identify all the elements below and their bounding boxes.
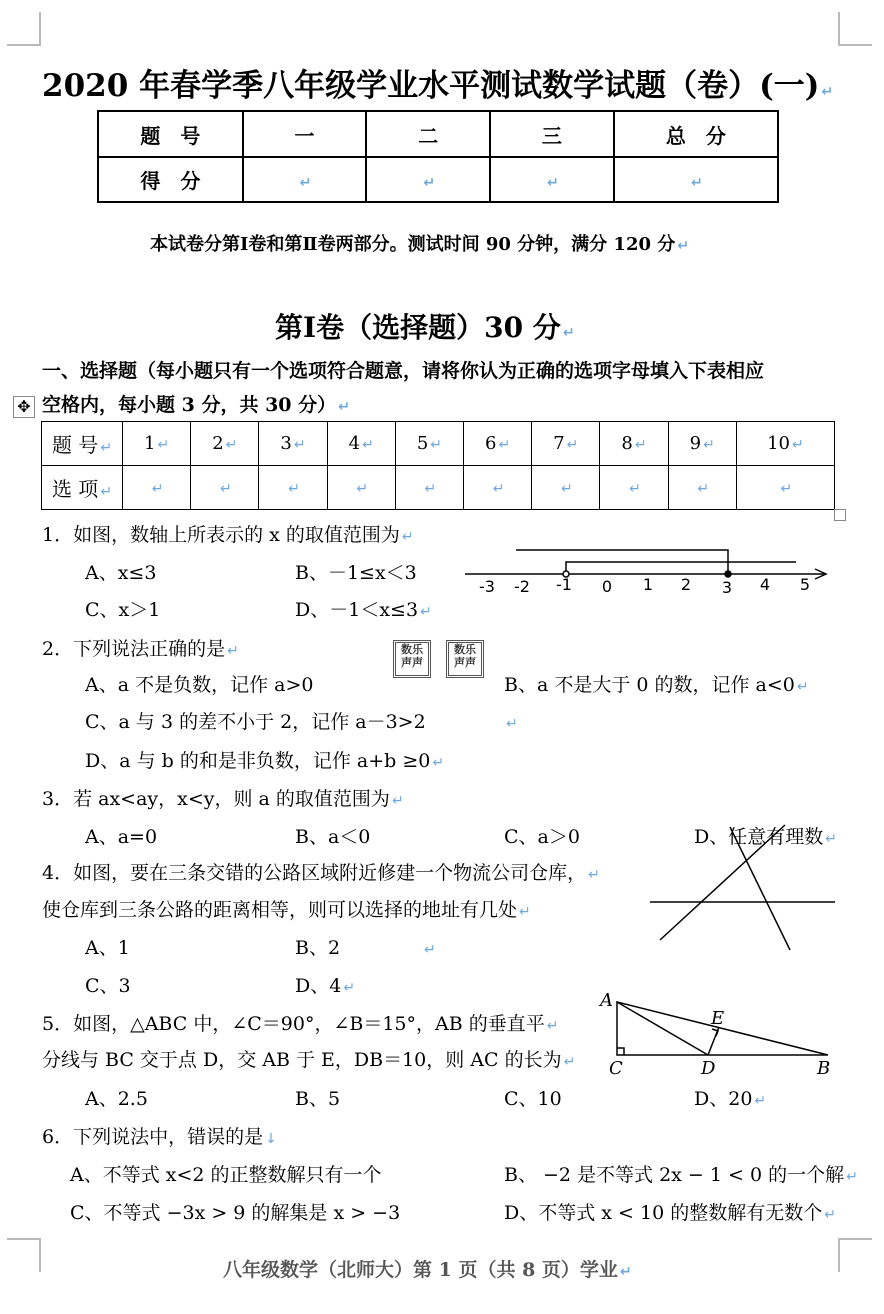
- answer-row-label: 选 项 ↵: [42, 466, 123, 510]
- tick-label: 1: [642, 575, 654, 594]
- right-angle-c-icon: [617, 1048, 624, 1055]
- question-number: 7 ↵: [532, 422, 600, 466]
- stamp-icon: 数乐声声: [393, 640, 431, 678]
- score-input-cell[interactable]: ↵: [490, 157, 614, 202]
- q2-blank-line: ↵: [506, 716, 518, 732]
- answer-row-label: 题 号 ↵: [42, 422, 123, 466]
- q1-option-a: A、x≤3: [85, 562, 157, 584]
- q6-option-b: B、 −2 是不等式 2x − 1 < 0 的一个解 ↵: [504, 1164, 858, 1186]
- question-3-stem: 3．若 ax<ay，x<y，则 a 的取值范围为 ↵: [42, 788, 404, 810]
- score-row-label: 得 分: [98, 157, 243, 202]
- tick-label: -3: [479, 577, 495, 596]
- corner-mark-top-left: [7, 12, 41, 46]
- q3-option-b: B、a＜0: [295, 826, 371, 848]
- score-header-cell: 题 号: [98, 111, 243, 157]
- right-angle-e-icon: [712, 1029, 718, 1036]
- q3-option-d: D、任意有理数 ↵: [694, 826, 837, 848]
- road-line: [660, 825, 785, 940]
- answer-cell[interactable]: ↵: [123, 466, 191, 510]
- question-6-stem: 6．下列说法中，错误的是 ↓: [42, 1126, 277, 1148]
- question-1-stem: 1．如图，数轴上所表示的 x 的取值范围为 ↵: [42, 524, 414, 546]
- point-label-a: A: [600, 990, 613, 1011]
- question-number: 4 ↵: [327, 422, 395, 466]
- q3-option-c: C、a＞0: [504, 826, 580, 848]
- tick-label: 4: [759, 575, 771, 594]
- answer-cell[interactable]: ↵: [395, 466, 463, 510]
- question-4-stem-line2: 使仓库到三条公路的距离相等，则可以选择的地址有几处 ↵: [42, 899, 531, 921]
- answer-cell[interactable]: ↵: [191, 466, 259, 510]
- answer-cell[interactable]: ↵: [259, 466, 327, 510]
- tick-label: 2: [680, 575, 692, 594]
- question-number: 5 ↵: [395, 422, 463, 466]
- q5-option-b: B、5: [295, 1088, 341, 1110]
- q1-option-d: D、－1＜x≤3 ↵: [295, 599, 432, 621]
- q6-option-d: D、不等式 x < 10 的整数解有无数个 ↵: [504, 1202, 836, 1224]
- question-2-stem: 2．下列说法正确的是 ↵: [42, 638, 239, 660]
- score-input-cell[interactable]: ↵: [614, 157, 778, 202]
- point-label-b: B: [817, 1058, 831, 1079]
- q5-option-a: A、2.5: [85, 1088, 148, 1110]
- tick-label: 3: [721, 578, 733, 597]
- corner-mark-bottom-left: [7, 1238, 41, 1272]
- stamp-icon: 数乐声声: [446, 640, 484, 678]
- tick-label: 0: [601, 577, 613, 596]
- point-label-e: E: [711, 1008, 725, 1029]
- tick-label: 5: [799, 575, 811, 594]
- score-header-cell: 三: [490, 111, 614, 157]
- q4-roads-figure: [645, 815, 840, 955]
- answer-cell[interactable]: ↵: [736, 466, 834, 510]
- q4-option-a: A、1: [85, 937, 130, 959]
- question-5-stem-line2: 分线与 BC 交于点 D，交 AB 于 E，DB＝10，则 AC 的长为 ↵: [42, 1049, 576, 1071]
- q4-option-c: C、3: [85, 975, 131, 997]
- range-bracket-lower: [566, 562, 796, 574]
- q1-option-c: C、x＞1: [85, 599, 161, 621]
- score-header-cell: 一: [243, 111, 367, 157]
- answer-cell[interactable]: ↵: [668, 466, 736, 510]
- answer-cell[interactable]: ↵: [600, 466, 668, 510]
- q1-option-b: B、－1≤x＜3: [295, 562, 417, 584]
- q2-option-a: A、a 不是负数，记作 a>0: [85, 674, 314, 696]
- score-input-cell[interactable]: ↵: [243, 157, 367, 202]
- question-number: 6 ↵: [464, 422, 532, 466]
- corner-mark-top-right: [838, 12, 872, 46]
- question-4-stem-line1: 4．如图，要在三条交错的公路区域附近修建一个物流公司仓库， ↵: [42, 862, 600, 884]
- q5-triangle-figure: [595, 985, 855, 1080]
- question-number: 2 ↵: [191, 422, 259, 466]
- score-header-cell: 总 分: [614, 111, 778, 157]
- question-number: 8 ↵: [600, 422, 668, 466]
- part-heading-line2: 空格内，每小题 3 分，共 30 分） ↵: [42, 394, 350, 416]
- answer-cell[interactable]: ↵: [532, 466, 600, 510]
- segment-ad: [617, 1002, 708, 1055]
- answer-table: [41, 421, 835, 510]
- corner-mark-bottom-right: [838, 1238, 872, 1272]
- q5-option-c: C、10: [504, 1088, 562, 1110]
- q2-option-c: C、a 与 3 的差不小于 2，记作 a－3>2: [85, 711, 426, 733]
- q6-option-c: C、不等式 −3x > 9 的解集是 x > −3: [70, 1202, 401, 1224]
- point-label-d: D: [701, 1058, 716, 1079]
- road-line: [730, 827, 790, 950]
- q4-blank: ↵: [424, 942, 436, 958]
- q2-option-d: D、a 与 b 的和是非负数，记作 a+b ≥0 ↵: [85, 750, 445, 772]
- table-resize-handle[interactable]: [834, 509, 846, 521]
- page-footer: 八年级数学（北师大）第 1 页（共 8 页）学业 ↵: [223, 1259, 632, 1281]
- q4-option-b: B、2: [295, 937, 341, 959]
- question-number: 1 ↵: [123, 422, 191, 466]
- table-move-handle[interactable]: ✥: [13, 396, 35, 418]
- answer-cell[interactable]: ↵: [464, 466, 532, 510]
- q2-option-b: B、a 不是大于 0 的数，记作 a<0 ↵: [504, 674, 809, 696]
- point-label-c: C: [609, 1058, 623, 1079]
- question-5-stem-line1: 5．如图，△ABC 中，∠C＝90°，∠B＝15°，AB 的垂直平 ↵: [42, 1013, 559, 1035]
- exam-title: 2020 年春学季八年级学业水平测试数学试题（卷）(一) ↵: [42, 68, 834, 104]
- score-header-cell: 二: [366, 111, 490, 157]
- q5-option-d: D、20 ↵: [694, 1088, 767, 1110]
- section-title: 第Ⅰ卷（选择题）30 分 ↵: [275, 311, 575, 344]
- tick-label: -1: [556, 575, 572, 594]
- question-number: 9 ↵: [668, 422, 736, 466]
- part-heading-line1: 一、选择题（每小题只有一个选项符合题意，请将你认为正确的选项字母填入下表相应: [42, 360, 765, 382]
- exam-intro: 本试卷分第Ⅰ卷和第Ⅱ卷两部分。测试时间 90 分钟，满分 120 分 ↵: [150, 234, 690, 255]
- q4-option-d: D、4 ↵: [295, 975, 356, 997]
- score-input-cell[interactable]: ↵: [366, 157, 490, 202]
- closed-endpoint-3: [725, 571, 731, 577]
- q6-option-a: A、不等式 x<2 的正整数解只有一个: [70, 1164, 382, 1186]
- tick-label: -2: [514, 577, 530, 596]
- q1-number-line-figure: [460, 540, 830, 600]
- question-number: 10 ↵: [736, 422, 834, 466]
- score-table: [97, 110, 779, 203]
- question-number: 3 ↵: [259, 422, 327, 466]
- q3-option-a: A、a=0: [85, 826, 158, 848]
- answer-cell[interactable]: ↵: [327, 466, 395, 510]
